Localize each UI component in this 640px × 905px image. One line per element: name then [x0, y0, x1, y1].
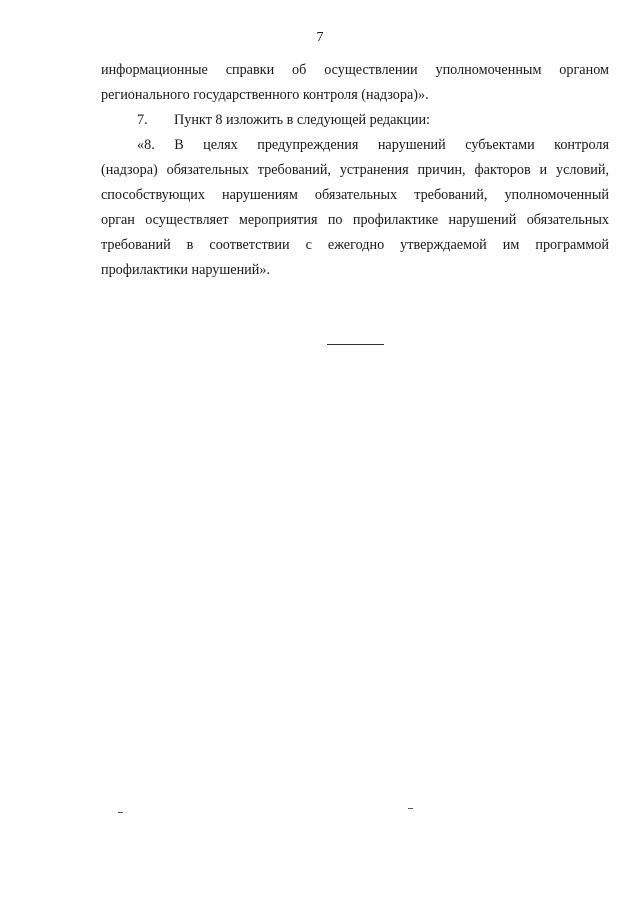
body-line: способствующих нарушениям обязательных требований, уполномоченный: [101, 187, 609, 203]
scan-mark: [118, 812, 123, 813]
body-line: профилактики нарушений».: [101, 262, 271, 278]
page-number: 7: [316, 30, 324, 45]
body-line: орган осуществляет мероприятия по профилактике нарушений обязательных: [101, 212, 609, 228]
body-line: информационные справки об осуществлении уполномоченным органом: [101, 62, 609, 78]
list-item-number: 7.: [137, 112, 148, 128]
document-body: [101, 58, 609, 283]
body-line: «8. В целях предупреждения нарушений субъектами контроля: [137, 137, 609, 153]
scan-mark: [408, 808, 413, 809]
body-line: регионального государственного контроля (надзора)».: [101, 87, 429, 103]
list-item-text: Пункт 8 изложить в следующей редакции:: [174, 112, 430, 128]
end-separator-line: [327, 344, 384, 345]
list-item: [101, 108, 609, 133]
body-line: (надзора) обязательных требований, устранения причин, факторов и условий,: [101, 162, 609, 178]
body-line: требований в соответствии с ежегодно утверждаемой им программой: [101, 237, 609, 253]
